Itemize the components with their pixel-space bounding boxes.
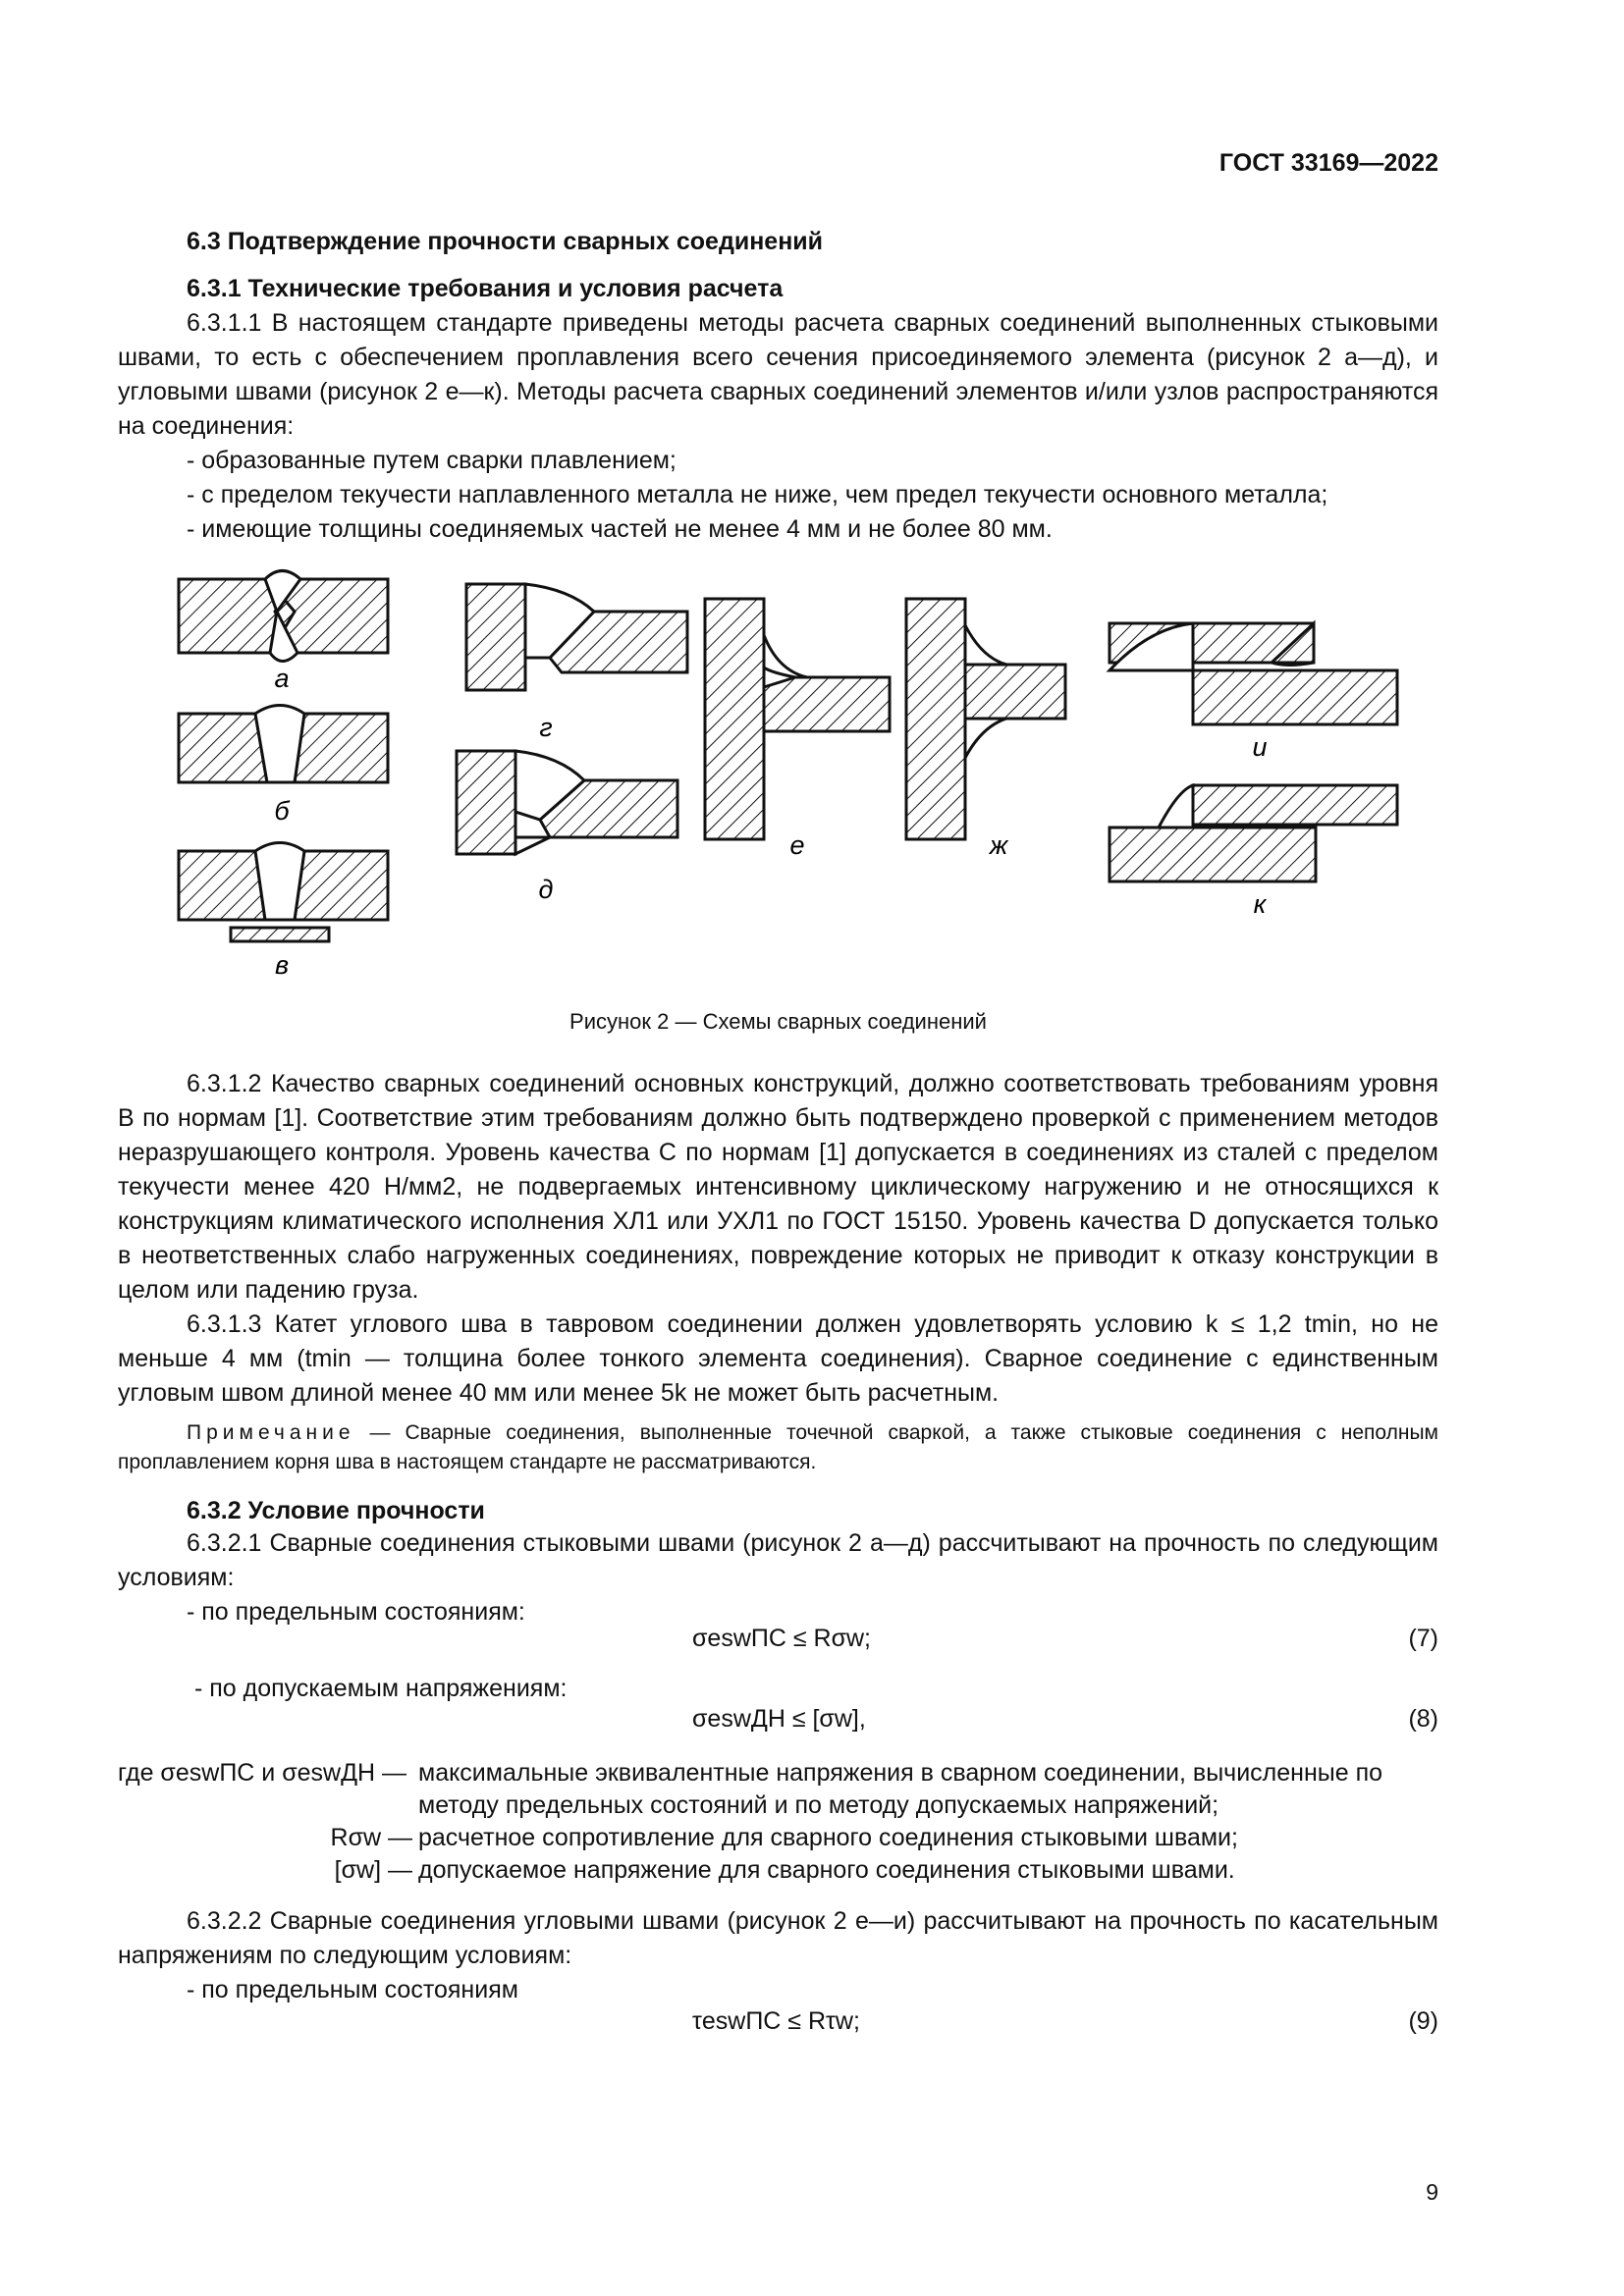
list-item: - с пределом текучести наплавленного металла не ниже, чем предел текучести основного металла;: [187, 481, 1328, 508]
paragraph-text: 6.3.2.1 Сварные соединения стыковыми швами (рисунок 2 а—д) рассчитывают на прочность по следующим условиям:: [118, 1529, 1438, 1591]
paragraph-text: 6.3.1.1 В настоящем стандарте приведены методы расчета сварных соединений выполненных стыковыми швами, то есть с обеспечением проплавления всего сечения присоединяемого элемента (рисунок 2 а—д), и угловыми швами (рисунок 2 е—к). Методы расчета сварных соединений элементов и/или узлов распространяются на соединения:: [118, 309, 1438, 440]
list-item: - образованные путем сварки плавлением;: [187, 447, 677, 474]
document-header: ГОСТ 33169—2022: [1218, 149, 1438, 177]
definition-term: где σeswПС и σeswДН —: [118, 1759, 407, 1787]
equation-7: σeswПС ≤ Rσw;: [692, 1625, 872, 1652]
definition-text: расчетное сопротивление для сварного соединения стыковыми швами;: [418, 1824, 1238, 1851]
note-label: Примечание: [187, 1421, 355, 1444]
definition-text: максимальные эквивалентные напряжения в сварном соединении, вычисленные по методу предельных состояний и по методу допускаемых напряжений;: [418, 1759, 1383, 1819]
equation-8: σeswДН ≤ [σw],: [692, 1705, 866, 1733]
note-text: — Сварные соединения, выполненные точечной сваркой, а также стыковые соединения с неполным проплавлением корня шва в настоящем стандарте не рассматриваются.: [118, 1421, 1438, 1473]
joint-k-drawing: [1110, 785, 1397, 881]
paragraph-6-3-2-2: [118, 1904, 1438, 2007]
paragraph-6-3-1-2: [118, 1067, 1438, 1411]
list-item: - имеющие толщины соединяемых частей не менее 4 мм и не более 80 мм.: [187, 515, 1053, 543]
joint-d-drawing: [457, 751, 677, 854]
figure-label-k: к: [1253, 889, 1267, 919]
figure-label-d: д: [538, 875, 554, 904]
section-title-6-3-1: 6.3.1 Технические требования и условия расчета: [187, 275, 784, 302]
equation-number-8: (8): [1408, 1705, 1438, 1733]
definitions-list: [118, 1757, 1438, 1887]
definition-text: допускаемое напряжение для сварного соединения стыковыми швами.: [418, 1856, 1235, 1884]
joint-i-drawing: [1110, 623, 1397, 724]
paragraph-text: 6.3.1.3 Катет углового шва в тавровом соединении должен удовлетворять условию k ≤ 1,2 tmin, но не меньше 4 мм (tmin — толщина более тонкого элемента соединения). Сварное соединение с единственным угловым швом длиной менее 40 мм или менее 5k не может быть расчетным.: [118, 1310, 1438, 1407]
equation-9: τeswПС ≤ Rτw;: [692, 2007, 860, 2035]
joint-g-drawing: [466, 584, 687, 690]
note-block: [118, 1418, 1438, 1477]
definition-term: Rσw —: [330, 1824, 412, 1851]
definition-term: [σw] —: [334, 1856, 412, 1884]
joint-b-drawing: [179, 706, 388, 783]
equation-number-9: (9): [1408, 2007, 1438, 2035]
page-number: 9: [1426, 2179, 1438, 2205]
list-item: - по предельным состояниям: [187, 1976, 518, 2003]
paragraph-text: 6.3.2.2 Сварные соединения угловыми швами (рисунок 2 е—и) рассчитывают на прочность по касательным напряжениям по следующим условиям:: [118, 1907, 1438, 1969]
section-title-6-3-2: 6.3.2 Условие прочности: [187, 1497, 485, 1524]
list-item: - по допускаемым напряжениям:: [194, 1675, 568, 1702]
section-title-6-3: 6.3 Подтверждение прочности сварных соединений: [187, 228, 824, 255]
equation-number-7: (7): [1408, 1625, 1438, 1652]
paragraph-6-3-2-1: [118, 1526, 1438, 1629]
figure-caption: Рисунок 2 — Схемы сварных соединений: [569, 1009, 987, 1034]
joint-zh-drawing: [906, 599, 1065, 839]
joint-v-drawing: [179, 843, 388, 942]
joint-a-drawing: [179, 571, 388, 662]
item-allowable: [118, 1672, 1438, 1706]
figure-label-b: б: [274, 796, 290, 826]
figure-label-g: г: [539, 713, 553, 742]
joint-e-drawing: [705, 599, 890, 839]
figure-label-e: е: [789, 830, 805, 860]
weld-joint-figure: [118, 555, 1438, 987]
paragraph-6-3-1-1: [118, 306, 1438, 547]
figure-label-a: а: [274, 664, 290, 693]
list-item: - по предельным состояниям:: [187, 1598, 525, 1626]
figure-label-zh: ж: [989, 830, 1008, 860]
figure-label-v: в: [274, 950, 290, 980]
figure-label-i: и: [1252, 732, 1268, 762]
paragraph-text: 6.3.1.2 Качество сварных соединений основных конструкций, должно соответствовать требованиям уровня B по нормам [1]. Соответствие этим требованиям должно быть подтверждено проверкой с применением методов неразрушающего контроля. Уровень качества C по нормам [1] допускается в соединениях из сталей с пределом текучести менее 420 Н/мм2, не подвергаемых интенсивному циклическому нагружению и не относящихся к конструкциям климатического исполнения ХЛ1 или УХЛ1 по ГОСТ 15150. Уровень качества D допускается только в неответственных слабо нагруженных соединениях, повреждение которых не приводит к отказу конструкции в целом или падению груза.: [118, 1070, 1438, 1304]
